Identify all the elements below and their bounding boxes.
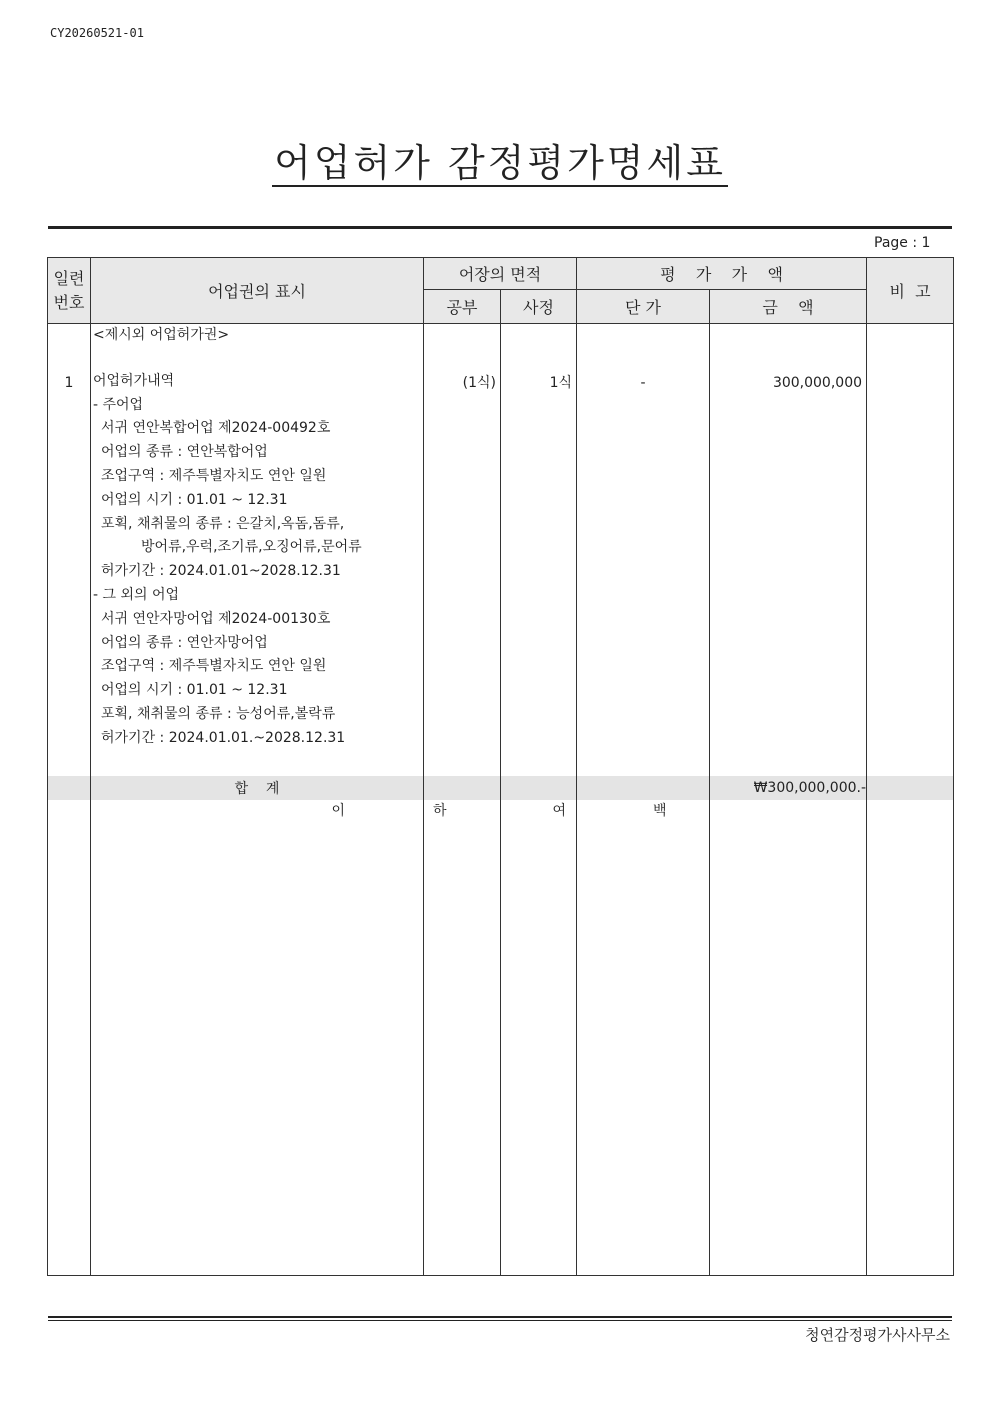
permit-detail-line: 어업의 종류 : 연안자망어업 <box>101 634 268 651</box>
page-title <box>0 132 1000 187</box>
amount-cell <box>710 324 867 776</box>
permit-detail-list <box>93 370 423 751</box>
header-note: 비 고 <box>867 258 954 324</box>
title-text: 어업허가 감정평가명세표 <box>274 141 726 185</box>
office-name: 청연감정평가사사무소 <box>805 1326 950 1344</box>
permit-detail-line: 서귀 연안자망어업 제2024-00130호 <box>101 610 331 627</box>
permit-detail-line: 포획, 채취물의 종류 : 은갈치,옥돔,돔류, <box>101 515 345 532</box>
header-unit-price: 단 가 <box>577 290 710 324</box>
permit-detail-line: 어업의 종류 : 연안복합어업 <box>101 444 268 461</box>
amount-value: 300,000,000 <box>772 374 863 391</box>
words-char-3: 여 <box>552 802 566 819</box>
permit-detail-line: 허가기간 : 2024.01.01~2028.12.31 <box>101 563 341 580</box>
total-label: 합 계 <box>91 776 424 800</box>
permit-detail-line: 서귀 연안복합어업 제2024-00492호 <box>101 420 331 437</box>
header-area: 어장의 면적 <box>424 258 577 290</box>
sajeong-area: 1식 <box>549 374 572 391</box>
description-cell <box>91 324 424 776</box>
unit-price-cell <box>577 324 710 776</box>
permit-detail-line: 조업구역 : 제주특별자치도 연안 일원 <box>101 467 327 484</box>
permit-detail-line: - 그 외의 어업 <box>93 586 180 603</box>
words-char-2: 하 <box>433 802 447 819</box>
header-amount: 금 액 <box>710 290 867 324</box>
header-description: 어업권의 표시 <box>91 258 424 324</box>
header-serial: 일련 번호 <box>48 258 91 324</box>
document-number: CY20260521-01 <box>50 26 144 40</box>
serial-cell <box>48 324 91 776</box>
sajeong-cell <box>501 324 577 776</box>
words-char-1: 이 <box>331 802 345 819</box>
unit-price-value: - <box>640 374 646 391</box>
top-rule <box>48 226 952 229</box>
header-valuation: 평 가 가 액 <box>577 258 867 290</box>
footer-rule <box>48 1316 952 1318</box>
gongbu-area: (1식) <box>462 374 496 391</box>
footer-rule-thin <box>48 1320 952 1321</box>
permit-detail-line: - 주어업 <box>93 396 144 413</box>
permit-detail-line: 포획, 채취물의 종류 : 능성어류,볼락류 <box>101 705 336 722</box>
permit-detail-line: 방어류,우럭,조기류,오징어류,문어류 <box>141 539 362 556</box>
permit-detail-line: 허가기간 : 2024.01.01.~2028.12.31 <box>101 729 346 746</box>
valuation-table <box>47 257 954 1276</box>
permit-detail-line: 조업구역 : 제주특별자치도 연안 일원 <box>101 658 327 675</box>
permit-detail-line: 어업허가내역 <box>93 372 175 389</box>
permit-detail-line: 어업의 시기 : 01.01 ~ 12.31 <box>101 682 288 699</box>
header-gongbu: 공부 <box>424 290 501 324</box>
total-amount: ₩300,000,000.- <box>710 776 867 800</box>
words-char-4: 백 <box>653 802 667 819</box>
note-cell <box>867 324 954 776</box>
serial-number: 1 <box>64 374 74 391</box>
intro-line: <제시외 어업허가권> <box>93 327 230 343</box>
permit-detail-line: 어업의 시기 : 01.01 ~ 12.31 <box>101 491 288 508</box>
header-sajeong: 사정 <box>501 290 577 324</box>
gongbu-cell <box>424 324 501 776</box>
page-number: Page : 1 <box>874 235 931 251</box>
